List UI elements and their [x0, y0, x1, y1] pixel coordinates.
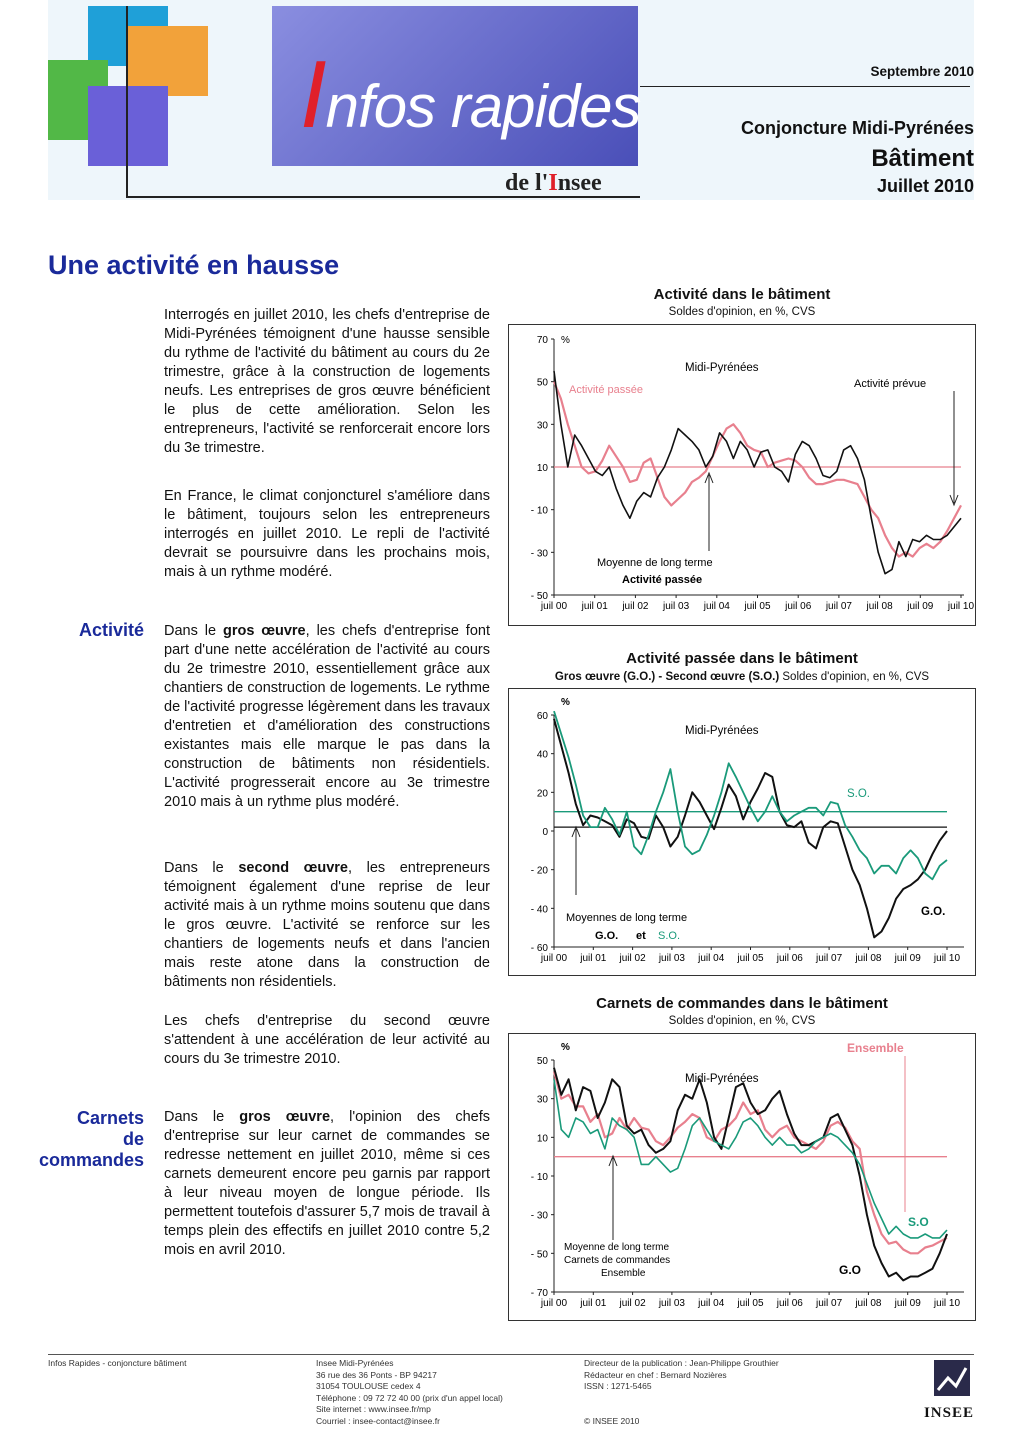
- chart1-ref-label-2: Activité passée: [622, 574, 703, 586]
- chart1-ref-label: Moyenne de long terme: [597, 557, 713, 569]
- header-rule: [640, 86, 970, 87]
- chart3-frame: [508, 1033, 976, 1321]
- chart1-xtick-label: juil 06: [785, 601, 812, 612]
- chart2-ref-et: et: [636, 930, 646, 942]
- chart3-xtick-label: juil 07: [816, 1298, 843, 1309]
- header-topic: Bâtiment: [871, 145, 974, 172]
- chart2-xtick-label: juil 06: [776, 953, 803, 964]
- chart2-series-0-line: [554, 719, 947, 937]
- chart1-ytick-label: 50: [536, 377, 548, 389]
- chart3-title: Carnets de commandes dans le bâtiment: [596, 995, 888, 1012]
- insee-logo: [914, 1356, 974, 1420]
- chart2-xtick-label: juil 01: [580, 953, 607, 964]
- chart3-go-label: G.O: [839, 1263, 862, 1277]
- chart1-frame: [508, 324, 976, 626]
- chart3-region-label: Midi-Pyrénées: [685, 1073, 759, 1085]
- chart3-ref-label: Moyenne de long terme: [564, 1242, 670, 1253]
- activite-paragraph-2: Dans le second œuvre, les entrepreneurs témoignent également d'une reprise de leur activité mais à un rythme moins soutenu que dans le gros œuvre. L'activité se renforce sur les chantiers de logements neufs et dans l'ancien mais reste atone dans la construction de bâtiments non résidentiels.: [164, 860, 490, 990]
- insee-logo-text: INSEE: [923, 1405, 974, 1421]
- chart3-so-label: S.O: [908, 1215, 929, 1229]
- chart1-unit: %: [561, 335, 570, 346]
- chart1-series-1-line: [554, 371, 961, 574]
- chart1-label-passee: Activité passée: [569, 384, 643, 396]
- chart1-ytick-label: 70: [536, 335, 548, 346]
- header-period: Juillet 2010: [876, 176, 974, 196]
- chart2-xtick-label: juil 08: [855, 953, 882, 964]
- footer-address: Insee Midi-Pyrénées 36 rue des 36 Ponts - BP 94217 31054 TOULOUSE cedex 4 Téléphone : 09 72 72 40 00 (prix d'un appel local) Site internet : www.insee.fr/mp Courriel : insee-contact@insee.fr: [316, 1358, 503, 1426]
- chart1-xtick-label: juil 03: [663, 601, 690, 612]
- chart3-ref-label-3: Ensemble: [601, 1268, 646, 1279]
- header-subtitle: Conjoncture Midi-Pyrénées: [740, 118, 974, 138]
- chart2-ref-go: G.O.: [595, 930, 619, 942]
- chart2-ytick-label: - 60: [530, 943, 548, 954]
- chart3-ytick-label: - 50: [530, 1249, 548, 1261]
- chart2-unit: %: [561, 697, 570, 708]
- issue-date: Septembre 2010: [870, 64, 974, 79]
- chart1-xtick-label: juil 08: [866, 601, 893, 612]
- publication-logo: Infos rapides: [300, 41, 641, 148]
- chart3-ytick-label: 10: [536, 1133, 548, 1145]
- chart1-xtick-label: juil 04: [703, 601, 730, 612]
- chart3-xtick-label: juil 05: [737, 1298, 764, 1309]
- chart2-xtick-label: juil 00: [540, 953, 568, 964]
- chart2-ytick-label: 40: [536, 749, 548, 761]
- chart3-xtick-label: juil 02: [619, 1298, 646, 1309]
- page-headline: Une activité en hausse: [48, 250, 340, 280]
- chart3-xtick-label: juil 04: [698, 1298, 725, 1309]
- chart3-ytick-label: 30: [536, 1094, 548, 1106]
- insee-byline: de l'Insee: [505, 170, 602, 196]
- chart1-ytick-label: - 50: [530, 591, 548, 602]
- chart3-unit: %: [561, 1042, 570, 1053]
- section-label-activite: Activité: [78, 620, 144, 640]
- carnets-paragraph-1: Dans le gros œuvre, l'opinion des chefs d'entreprise sur leur carnet de commandes se redresse nettement en juillet 2010, même si ces carnets demeurent encore peu garnis par rapport à leur niveau moyen de longue période. Ils permettent toutefois d'assurer 5,7 mois de travail à temps plein des effectifs en juillet 2010 contre 5,2 mois en avril 2010.: [164, 1109, 490, 1258]
- chart2-ytick-label: 0: [542, 827, 548, 838]
- chart1-ytick-label: 10: [536, 463, 548, 474]
- chart1-xtick-label: juil 10: [947, 601, 975, 612]
- chart2-xtick-label: juil 10: [933, 953, 961, 964]
- chart2-ref-so: S.O.: [658, 930, 681, 942]
- footer-series: Infos Rapides - conjoncture bâtiment: [48, 1358, 187, 1368]
- chart3-ref-label-2: Carnets de commandes: [564, 1255, 671, 1266]
- chart2-so-label: S.O.: [847, 788, 871, 800]
- chart2-ytick-label: 20: [536, 788, 548, 800]
- chart1-region-label: Midi-Pyrénées: [685, 362, 759, 374]
- chart2-xtick-label: juil 07: [816, 953, 843, 964]
- chart3-xtick-label: juil 10: [933, 1298, 961, 1309]
- activite-paragraph-1: Dans le gros œuvre, les chefs d'entreprise font part d'une nette accélération de l'activité au cours du 2e trimestre 2010, essentiellement grâce aux chantiers de construction de logements. Le rythme de l'activité progresse légèrement dans les travaux d'entretien et d'amélioration des constructions existantes mais elle marque le pas dans la construction de bâtiments non résidentiels. L'activité progresserait encore au 3e trimestre 2010 mais à un rythme plus modéré.: [164, 623, 490, 810]
- insee-logo-mark: [914, 1356, 974, 1400]
- chart1-xtick-label: juil 00: [540, 601, 568, 612]
- chart1-xtick-label: juil 01: [581, 601, 608, 612]
- chart3-ytick-label: - 10: [530, 1172, 548, 1183]
- chart3-xtick-label: juil 06: [776, 1298, 803, 1309]
- chart2-go-label: G.O.: [921, 906, 946, 918]
- chart3-xtick-label: juil 01: [580, 1298, 607, 1309]
- chart3-svg: [509, 1034, 975, 1320]
- chart1-svg: [509, 325, 975, 625]
- chart2-xtick-label: juil 02: [619, 953, 646, 964]
- chart1-xtick-label: juil 02: [622, 601, 649, 612]
- chart1-ytick-label: - 10: [530, 505, 548, 517]
- chart3-xtick-label: juil 03: [658, 1298, 685, 1309]
- chart2-xtick-label: juil 04: [698, 953, 725, 964]
- chart1-subtitle: Soldes d'opinion, en %, CVS: [668, 306, 816, 318]
- chart2-xtick-label: juil 03: [658, 953, 685, 964]
- footer-credits: Directeur de la publication : Jean-Philippe Grouthier Rédacteur en chef : Bernard Nozières ISSN : 1271-5465 © INSEE 2010: [584, 1358, 779, 1426]
- chart3-ytick-label: 50: [536, 1056, 548, 1067]
- chart2-region-label: Midi-Pyrénées: [685, 725, 759, 737]
- activite-paragraph-3: Les chefs d'entreprise du second œuvre s'attendent à une accélération de leur activité au cours du 3e trimestre 2010.: [164, 1013, 490, 1067]
- section-label-carnets: Carnets de commandes: [38, 1108, 144, 1170]
- chart2-frame: [508, 688, 976, 976]
- chart3-xtick-label: juil 00: [540, 1298, 568, 1309]
- chart3-ytick-label: - 30: [530, 1210, 548, 1222]
- chart3-ytick-label: - 70: [530, 1288, 548, 1299]
- chart2-ytick-label: - 40: [530, 904, 548, 916]
- chart2-svg: [509, 689, 975, 975]
- chart1-xtick-label: juil 07: [825, 601, 852, 612]
- chart1-title: Activité dans le bâtiment: [653, 286, 831, 303]
- chart3-ensemble-label: Ensemble: [847, 1041, 904, 1055]
- chart2-subtitle: Gros œuvre (G.O.) - Second œuvre (S.O.) Soldes d'opinion, en %, CVS: [554, 671, 930, 683]
- intro-paragraph-2: En France, le climat conjoncturel s'améliore dans le bâtiment, toujours selon les entrepreneurs interrogés en juillet 2010. Le repli de l'activité devrait se poursuivre dans les prochains mois, mais à un rythme modéré.: [164, 488, 490, 580]
- chart2-xtick-label: juil 09: [894, 953, 921, 964]
- chart3-xtick-label: juil 09: [894, 1298, 921, 1309]
- chart1-ytick-label: - 30: [530, 548, 548, 560]
- chart1-xtick-label: juil 05: [744, 601, 771, 612]
- chart1-xtick-label: juil 09: [907, 601, 934, 612]
- footer-rule: [48, 1354, 974, 1355]
- chart3-xtick-label: juil 08: [855, 1298, 882, 1309]
- chart2-title: Activité passée dans le bâtiment: [626, 650, 858, 667]
- intro-paragraph-1: Interrogés en juillet 2010, les chefs d'entreprise de Midi-Pyrénées témoignent d'une hausse sensible du rythme de l'activité du bâtiment au cours du 2e trimestre, grâce à la construction de logements neufs. Les entreprises de gros œuvre bénéficient le plus de cette amélioration. Selon les entrepreneurs, l'activité se renforcerait encore lors du 3e trimestre.: [164, 307, 490, 456]
- chart2-ytick-label: 60: [536, 711, 548, 722]
- chart1-series-0-line: [554, 382, 961, 557]
- chart2-ytick-label: - 20: [530, 865, 548, 877]
- chart2-ref-label: Moyennes de long terme: [566, 912, 688, 924]
- chart2-xtick-label: juil 05: [737, 953, 764, 964]
- chart1-ytick-label: 30: [536, 420, 548, 432]
- chart1-label-prevue: Activité prévue: [854, 378, 927, 390]
- chart3-subtitle: Soldes d'opinion, en %, CVS: [668, 1015, 816, 1027]
